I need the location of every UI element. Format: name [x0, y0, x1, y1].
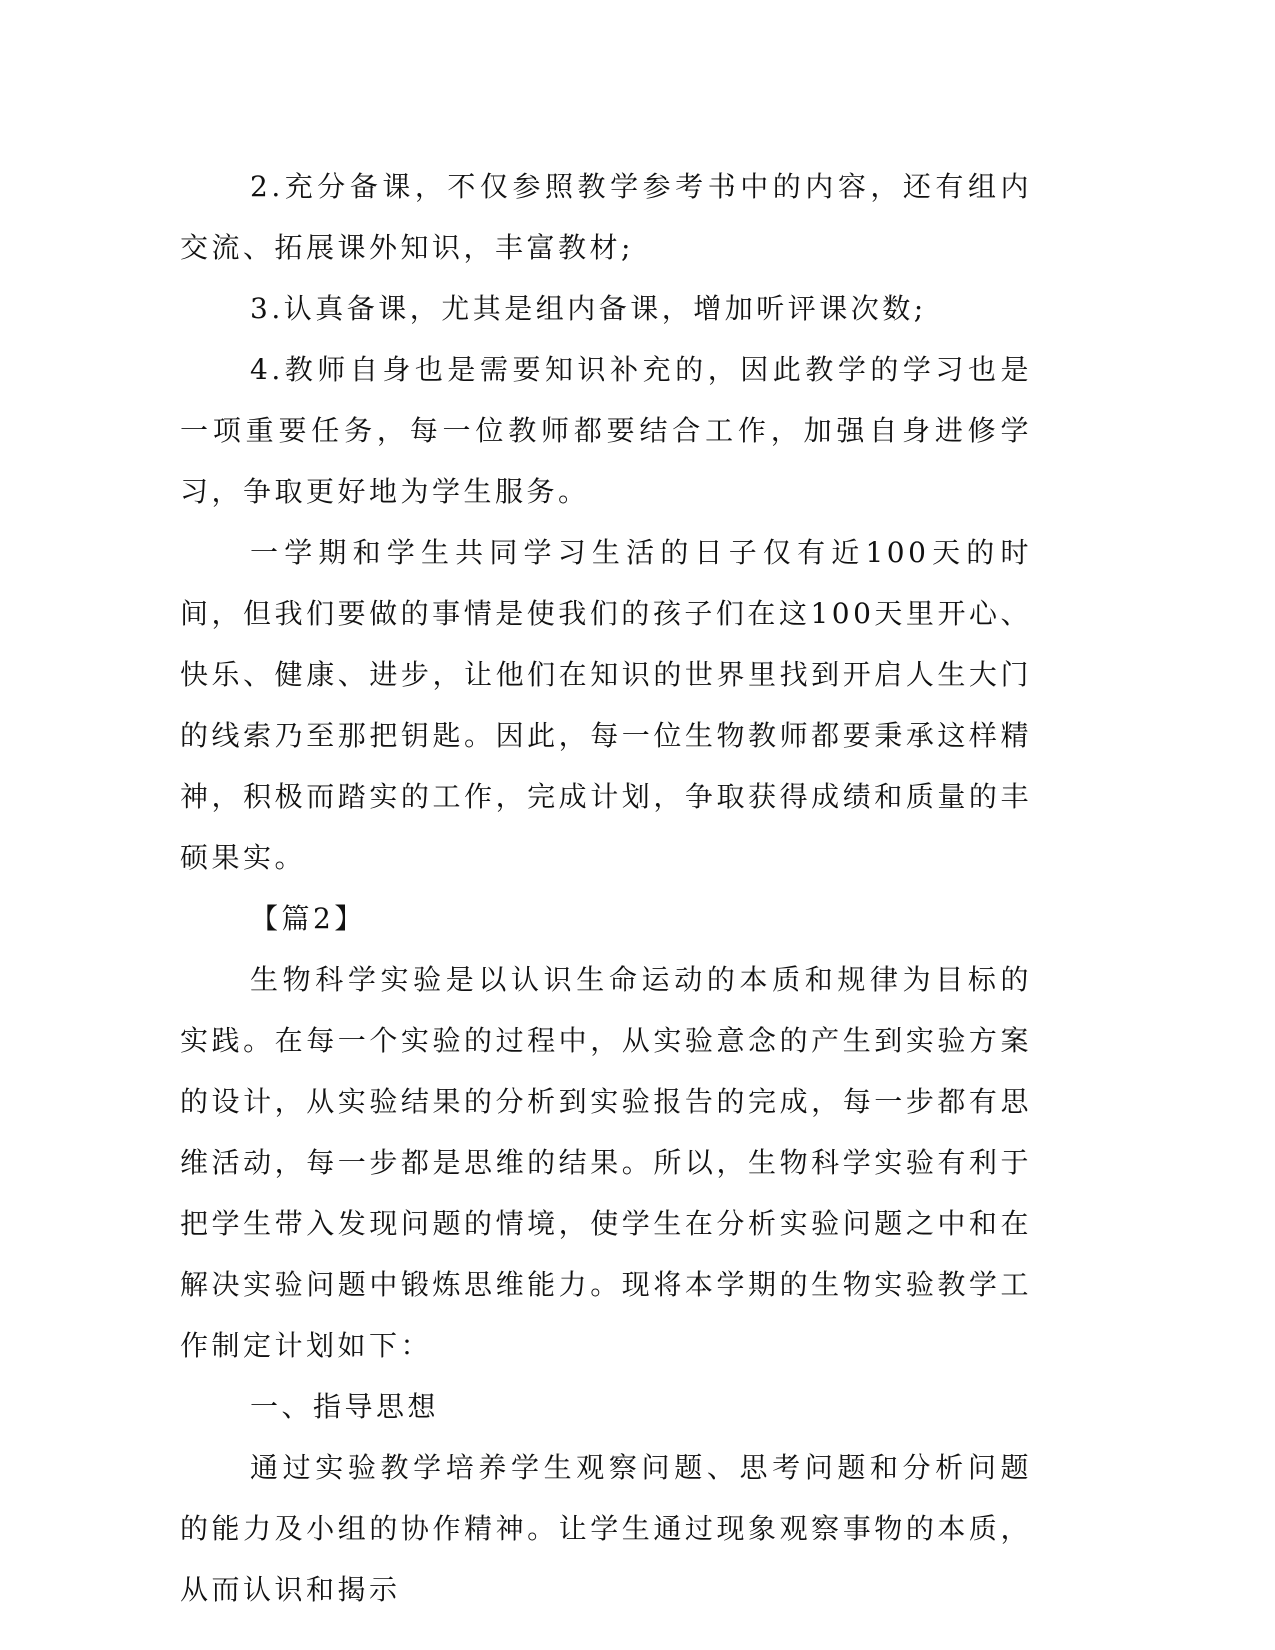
section-heading-guiding-thought: 一、指导思想 — [250, 1390, 440, 1423]
section-heading-part-2: 【篇2】 — [250, 902, 366, 935]
paragraph-experiment-intro: 生物科学实验是以认识生命运动的本质和规律为目标的实践。在每一个实验的过程中，从实验意念的产生到实验方案的设计，从实验结果的分析到实验报告的完成，每一步都有思维活动，每一步都是思维的结果。所以，生物科学实验有利于把学生带入发现问题的情境，使学生在分析实验问题之中和在解决实验问题中锻炼思维能力。现将本学期的生物实验教学工作制定计划如下： — [180, 963, 1032, 1362]
paragraph-careful-prep: 3.认真备课，尤其是组内备课，增加听评课次数; — [250, 292, 927, 325]
paragraph-teacher-study: 4.教师自身也是需要知识补充的，因此教学的学习也是一项重要任务，每一位教师都要结合工作，加强自身进修学习，争取更好地为学生服务。 — [180, 353, 1032, 508]
document-body — [180, 156, 1032, 1620]
paragraph-guiding-thought: 通过实验教学培养学生观察问题、思考问题和分析问题的能力及小组的协作精神。让学生通过现象观察事物的本质，从而认识和揭示 — [180, 1451, 1032, 1606]
paragraph-lesson-prep: 2.充分备课，不仅参照教学参考书中的内容，还有组内交流、拓展课外知识，丰富教材; — [180, 170, 1032, 264]
paragraph-semester-summary: 一学期和学生共同学习生活的日子仅有近100天的时间，但我们要做的事情是使我们的孩子们在这100天里开心、快乐、健康、进步，让他们在知识的世界里找到开启人生大门的线索乃至那把钥匙。因此，每一位生物教师都要秉承这样精神，积极而踏实的工作，完成计划，争取获得成绩和质量的丰硕果实。 — [180, 536, 1032, 874]
